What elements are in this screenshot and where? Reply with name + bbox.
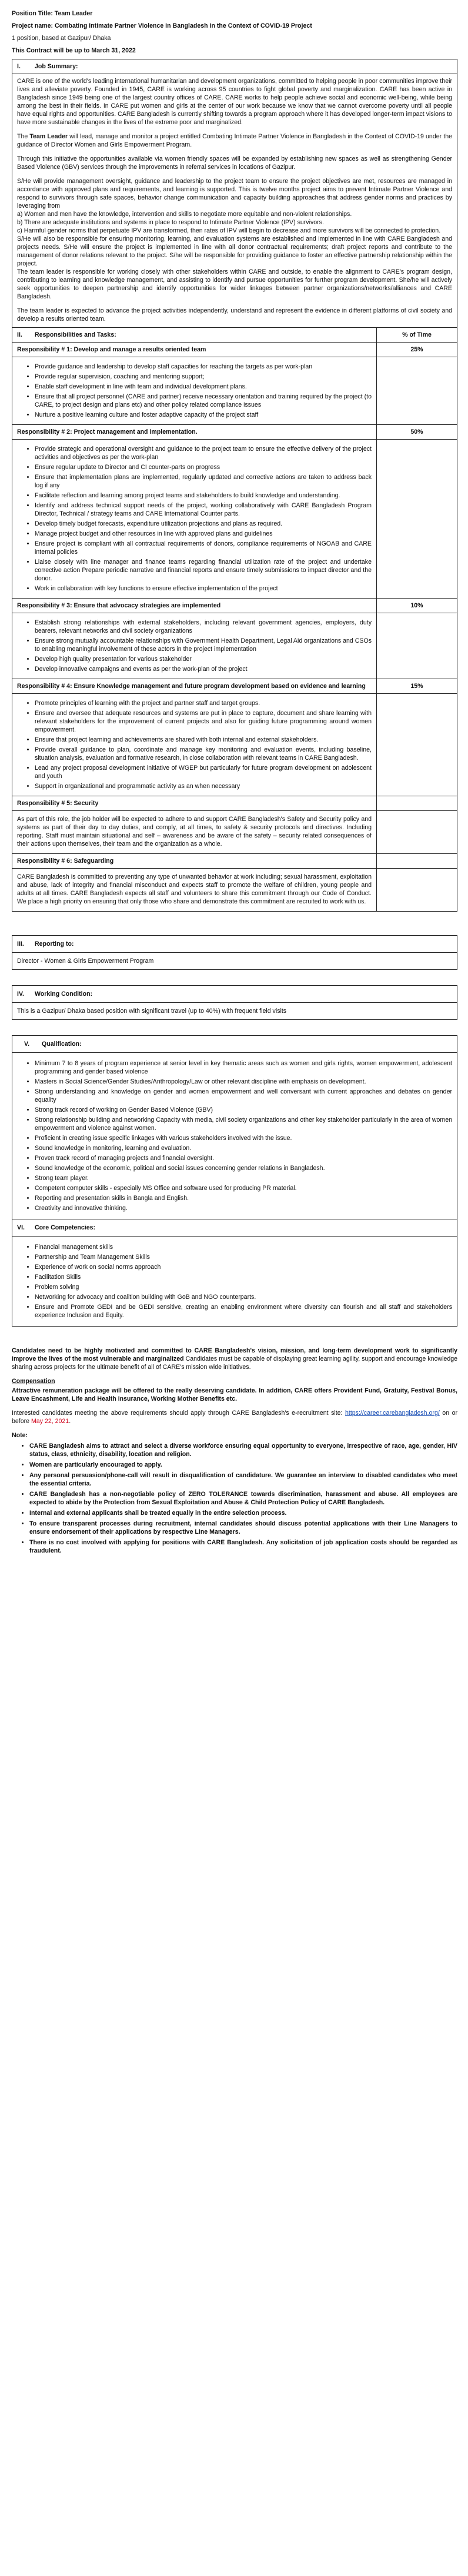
qualification-body: [12, 1053, 457, 1219]
task-list: [17, 619, 372, 673]
task-item: • Ensure that project learning and achievements are shared with both internal and external stakeholders.: [35, 736, 372, 744]
task-item: • Identify and address technical support needs of the project, working collaboratively with CARE Bangladesh Program Director, Technical / strategy teams and CARE International Counter parts.: [35, 501, 372, 518]
qualification-heading: V. Qualification:: [12, 1036, 457, 1053]
responsibility-percent-spacer: [377, 613, 457, 679]
task-item: • Ensure strong mutually accountable relationships with Government Health Department, Legal Aid organizations and CSOs to enabling meaningful involvement of these actors in the project implementation: [35, 637, 372, 653]
responsibility-text: CARE Bangladesh is committed to preventing any type of unwanted behavior at work including; sexual harassment, exploitation and abuse, lack of integrity and financial misconduct and expects staff to promote the welfare of children, young people and adults at all times. CARE Bangladesh expects all staff and volunteers to share this commitment through our Code of Conduct. We place a high priority on ensuring that only those who share and demonstrate this commitment are recruited to work with us.: [17, 873, 372, 905]
responsibility-percent: [377, 854, 457, 869]
competency-item: • Facilitation Skills: [35, 1273, 452, 1281]
responsibility-detail-row: [12, 613, 457, 679]
task-item: • Liaise closely with line manager and finance teams regarding financial utilization rate of the project and undertake corrective action Prepare periodic narrative and financial reports and ensure timely submissions to impact director and the donor.: [35, 558, 372, 583]
posting-header: [12, 9, 457, 55]
task-item: • Work in collaboration with key functions to ensure effective implementation of the project: [35, 584, 372, 593]
task-item: • Provide strategic and operational oversight and guidance to the project team to ensure the effective delivery of the project activities and objectives as per the work-plan: [35, 445, 372, 461]
working-condition-section: [12, 985, 457, 1020]
competencies-heading: VI. Core Competencies:: [12, 1219, 457, 1237]
note-item: • Internal and external applicants shall be treated equally in the entire selection process.: [29, 1509, 457, 1517]
summary-point-a: a) Women and men have the knowledge, intervention and skills to negotiate more equitable and non-violent relationships.: [17, 211, 352, 218]
responsibility-text: As part of this role, the job holder will be expected to adhere to and support CARE Bangladesh's Safety and Security policy and systems as part of their day to day duties, and comply, at all times, to safety & security protocols and directives. Including reporting. Staff must maintain situational and self – awareness and be aware of the safety – security related consequences of their actions upon themselves, their team and the organization as a whole.: [17, 816, 372, 847]
task-item: • Facilitate reflection and learning among project teams and stakeholders to build knowledge and understanding.: [35, 491, 372, 500]
responsibility-row: [12, 854, 457, 869]
note-item: • There is no cost involved with applying for positions with CARE Bangladesh. Any solicitation of job application costs should be regarded as fraudulent.: [29, 1538, 457, 1555]
responsibility-detail: [12, 694, 377, 796]
responsibility-row: [12, 796, 457, 811]
task-item: • Manage project budget and other resources in line with approved plans and guidelines: [35, 530, 372, 538]
competencies-list: [17, 1243, 452, 1319]
job-summary-heading: I. Job Summary:: [12, 59, 457, 74]
task-item: • Develop timely budget forecasts, expenditure utilization projections and plans as required.: [35, 520, 372, 528]
working-condition-heading: IV. Working Condition:: [12, 986, 457, 1003]
task-item: • Provide guidance and leadership to develop staff capacities for reaching the targets as per work-plan: [35, 363, 372, 371]
task-item: • Enable staff development in line with team and individual development plans.: [35, 383, 372, 391]
deadline-date: May 22, 2021: [31, 1418, 69, 1425]
note-label: Note:: [12, 1432, 28, 1439]
apply-instructions: Interested candidates meeting the above requirements should apply through CARE Bangladesh's e-recruitment site: https://career.carebangladesh.org/ on or before May 22, 2021.: [12, 1410, 457, 1425]
responsibility-detail-row: [12, 811, 457, 854]
qualification-item: • Reporting and presentation skills in Bangla and English.: [35, 1194, 452, 1202]
task-item: • Provide regular supervision, coaching and mentoring support;: [35, 373, 372, 381]
responsibility-percent: 50%: [377, 425, 457, 440]
responsibility-percent: 10%: [377, 599, 457, 613]
compensation-heading: Compensation: [12, 1378, 55, 1385]
compensation-text: Attractive remuneration package will be offered to the really deserving candidate. In addition, CARE offers Provident Fund, Gratuity, Festival Bonus, Leave Encashment, Life and Health Insurance, Working Mother Benefits etc.: [12, 1387, 457, 1402]
contract-duration: This Contract will be up to March 31, 2022: [12, 47, 136, 54]
summary-paragraph: The Team Leader will lead, manage and monitor a project entitled Combating Intimate Partner Violence in Bangladesh in the Context of COVID-19 under the guidance of Director Women and Girls Empowerment Program.: [17, 133, 452, 148]
task-item: • Ensure project is compliant with all contractual requirements of donors, compliance requirements of NGOAB and CARE internal policies: [35, 540, 372, 556]
responsibility-row: [12, 425, 457, 440]
qualification-section: [12, 1035, 457, 1327]
responsibility-detail-row: [12, 694, 457, 796]
task-list: [17, 445, 372, 593]
task-item: • Ensure that all project personnel (CARE and partner) receive necessary orientation and training required by the project (to CARE, to project design and plans etc) and other policy related compliance issues: [35, 393, 372, 409]
qualification-item: • Sound knowledge of the economic, political and social issues concerning gender relations in Bangladesh.: [35, 1164, 452, 1172]
task-list: [17, 363, 372, 419]
summary-paragraph: The team leader is expected to advance the project activities independently, understand and represent the evidence in different platforms of civil society and develop a results oriented team.: [17, 307, 452, 323]
responsibility-title: Responsibility # 6: Safeguarding: [12, 854, 377, 869]
qualification-item: • Strong track record of working on Gender Based Violence (GBV): [35, 1106, 452, 1114]
competency-item: • Ensure and Promote GEDI and be GEDI sensitive, creating an enabling environment where diversity can flourish and all staff and stakeholders experience Inclusion and Equity.: [35, 1303, 452, 1319]
responsibility-detail-row: [12, 869, 457, 912]
task-item: • Lead any project proposal development initiative of WGEP but particularly for future program development on adolescent and youth: [35, 764, 372, 780]
competency-item: • Problem solving: [35, 1283, 452, 1291]
note-list: [12, 1442, 457, 1555]
task-item: • Ensure that implementation plans are implemented, regularly updated and corrective actions are taken to address back log if any: [35, 473, 372, 490]
responsibility-detail: [12, 811, 377, 854]
summary-paragraph: S/He will provide management oversight, guidance and leadership to the project team to ensure the project objectives are met, resources are managed in accordance with approved plans and requirements, and learning is supported. This is twelve months project aims to prevent Intimate Partner Violence and respond to survivors through safe spaces, behavior change communication and capacity building approaches that address gender norms and practices by leveraging from: [17, 178, 452, 210]
reporting-heading: III. Reporting to:: [12, 936, 457, 953]
responsibility-row: [12, 599, 457, 613]
task-item: • Develop innovative campaigns and events as per the work-plan of the project: [35, 665, 372, 673]
summary-point-b: b) There are adequate institutions and systems in place to respond to Intimate Partner Violence (IPV) survivors.: [17, 219, 324, 226]
responsibility-detail: [12, 357, 377, 425]
reporting-value: Director - Women & Girls Empowerment Program: [17, 958, 154, 965]
qualification-item: • Strong relationship building and networking Capacity with media, civil society organizations and other key stakeholder particularly in the area of women empowerment and violence against women.: [35, 1116, 452, 1132]
competency-item: • Partnership and Team Management Skills: [35, 1253, 452, 1261]
responsibility-percent-spacer: [377, 357, 457, 425]
responsibilities-list: [12, 343, 457, 912]
task-item: • Provide overall guidance to plan, coordinate and manage key monitoring and evaluation events, including baseline, situation analysis, evaluation and formative research, in close collaboration with relevant teams in CARE Bangladesh.: [35, 746, 372, 762]
position-count: 1 position, based at Gazipur/ Dhaka: [12, 35, 111, 42]
responsibility-detail-row: [12, 440, 457, 599]
summary-point-c: c) Harmful gender norms that perpetuate IPV are transformed, then rates of IPV will begin to decrease and more survivors will be connected to protection.: [17, 227, 441, 234]
qualification-item: • Minimum 7 to 8 years of program experience at senior level in key thematic areas such as women and girls rights, women empowerment, adolescent programming and gender based violence: [35, 1059, 452, 1076]
competency-item: • Experience of work on social norms approach: [35, 1263, 452, 1271]
task-item: • Develop high quality presentation for various stakeholder: [35, 655, 372, 663]
project-name: Project name: Combating Intimate Partner Violence in Bangladesh in the Context of COVID-19 Project: [12, 22, 312, 29]
qualification-item: • Strong understanding and knowledge on gender and women empowerment and well conversant with current approaches and debates on gender equality: [35, 1088, 452, 1104]
responsibility-title: Responsibility # 3: Ensure that advocacy strategies are implemented: [12, 599, 377, 613]
note-item: • Women are particularly encouraged to apply.: [29, 1461, 457, 1469]
task-list: [17, 699, 372, 790]
qualification-item: • Proficient in creating issue specific linkages with various stakeholders involved with the issue.: [35, 1134, 452, 1142]
qualification-item: • Masters in Social Science/Gender Studies/Anthropology/Law or other relevant discipline with emphasis on development.: [35, 1078, 452, 1086]
competencies-body: [12, 1237, 457, 1326]
qualification-item: • Competent computer skills - especially MS Office and software used for producing PR material.: [35, 1184, 452, 1192]
note-item: • CARE Bangladesh aims to attract and select a diverse workforce ensuring equal opportunity to everyone, irrespective of race, age, gender, HIV status, class, ethnicity, disability, location and religion.: [29, 1442, 457, 1458]
working-condition-value: This is a Gazipur/ Dhaka based position with significant travel (up to 40%) with frequent field visits: [17, 1008, 287, 1015]
responsibility-percent: [377, 796, 457, 811]
job-description-table: [12, 59, 457, 912]
qualification-item: • Sound knowledge in monitoring, learning and evaluation.: [35, 1144, 452, 1152]
responsibility-row: [12, 679, 457, 694]
responsibility-detail: [12, 869, 377, 912]
responsibility-percent-spacer: [377, 694, 457, 796]
responsibility-row: [12, 343, 457, 357]
summary-point-d: S/He will also be responsible for ensuring monitoring, learning, and evaluation systems are established and implemented in line with CARE Bangladesh and projects needs. S/He will ensure the project is implemented in line with all donor contractual requirements; draft project reports and contribute to the management of donor relations relevant to the project. S/he will be responsible for providing guidance to foster an effective partnership relationship within the project.: [17, 235, 452, 267]
responsibility-detail: [12, 440, 377, 599]
career-site-link[interactable]: https://career.carebangladesh.org/: [345, 1410, 440, 1417]
closing-section: [12, 1347, 457, 1555]
note-item: • CARE Bangladesh has a non-negotiable policy of ZERO TOLERANCE towards discrimination, harassment and abuse. All employees are expected to abide by the Protection from Sexual Exploitation and Abuse & Child Protection Policy of CARE Bangladesh.: [29, 1490, 457, 1507]
task-item: • Ensure and oversee that adequate resources and systems are put in place to capture, document and share learning with relevant stakeholders for the improvement of current projects and also for guiding future programming around women empowerment.: [35, 709, 372, 734]
time-percent-header: % of Time: [377, 328, 457, 343]
position-title: Position Title: Team Leader: [12, 10, 93, 17]
competency-item: • Financial management skills: [35, 1243, 452, 1251]
responsibility-percent: 15%: [377, 679, 457, 694]
job-summary-body: [12, 74, 457, 328]
responsibility-title: Responsibility # 4: Ensure Knowledge management and future program development based on evidence and learning: [12, 679, 377, 694]
qualification-item: • Proven track record of managing projects and financial oversight.: [35, 1154, 452, 1162]
task-item: • Establish strong relationships with external stakeholders, including relevant government agencies, employers, duty bearers, relevant networks and civil society organizations: [35, 619, 372, 635]
responsibility-detail: [12, 613, 377, 679]
qualification-list: [17, 1059, 452, 1212]
qualification-item: • Creativity and innovative thinking.: [35, 1204, 452, 1212]
task-item: • Ensure regular update to Director and CI counter-parts on progress: [35, 463, 372, 471]
responsibility-percent-spacer: [377, 811, 457, 854]
reporting-section: [12, 935, 457, 970]
task-item: • Promote principles of learning with the project and partner staff and target groups.: [35, 699, 372, 707]
summary-paragraph: Through this initiative the opportunities available via women friendly spaces will be expanded by establishing new spaces as well as strengthening Gender Based Violence (GBV) services through the improvements in referral services in locations of Gazipur.: [17, 155, 452, 171]
responsibility-percent-spacer: [377, 869, 457, 912]
responsibility-title: Responsibility # 2: Project management and implementation.: [12, 425, 377, 440]
qualification-item: • Strong team player.: [35, 1174, 452, 1182]
summary-paragraph: CARE is one of the world's leading international humanitarian and development organizations, committed to helping people in poor communities improve their lives and alleviate poverty. Founded in 1945, CARE is working across 95 countries to fight global poverty and marginalization. CARE has been active in Bangladesh since 1949 being one of the largest country offices of CARE. CARE works to help people achieve social and economic well-being, while being among the best in their fields. In CARE put women and girls at the center of our work because we know that we cannot overcome poverty until all people have equal rights and opportunities. CARE Bangladesh is currently shifting towards a program approach where it has developed longer-term impact visions to have more sustainable changes in the lives of the extreme poor and marginalized.: [17, 78, 452, 126]
task-item: • Nurture a positive learning culture and foster adaptive capacity of the project staff: [35, 411, 372, 419]
note-item: • Any personal persuasion/phone-call will result in disqualification of candidature. We guarantee an interview to disabled candidates who meet the essential criteria.: [29, 1471, 457, 1488]
responsibility-title: Responsibility # 5: Security: [12, 796, 377, 811]
candidate-expectation: Candidates need to be highly motivated and committed to CARE Bangladesh's vision, mission, and long-term development work to significantly improve the lives of the most vulnerable and marginalized Candidates must be capable of displaying great learning agility, support and encourage knowledge sharing across projects for the ultimate benefit of all of CARE's mission wide initiatives.: [12, 1347, 457, 1371]
responsibility-percent: 25%: [377, 343, 457, 357]
responsibilities-heading: II. Responsibilities and Tasks:: [12, 328, 377, 343]
responsibility-title: Responsibility # 1: Develop and manage a results oriented team: [12, 343, 377, 357]
summary-point-e: The team leader is responsible for working closely with other stakeholders within CARE and outside, to enable the alignment to CARE's program design, contributing to learning and knowledge management, and assisting to identify and pursue opportunities for further program development. She/he will actively seek opportunities to deepen partnership and identify opportunities for wider linkages between partner organizations/networks/alliances and CARE Bangladesh.: [17, 268, 452, 300]
responsibility-detail-row: [12, 357, 457, 425]
task-item: • Support in organizational and programmatic activity as an when necessary: [35, 782, 372, 790]
note-item: • To ensure transparent processes during recruitment, internal candidates should discuss potential applications with their Line Managers to ensure endorsement of their applications by respective Line Managers.: [29, 1520, 457, 1536]
competency-item: • Networking for advocacy and coalition building with GoB and NGO counterparts.: [35, 1293, 452, 1301]
responsibility-percent-spacer: [377, 440, 457, 599]
